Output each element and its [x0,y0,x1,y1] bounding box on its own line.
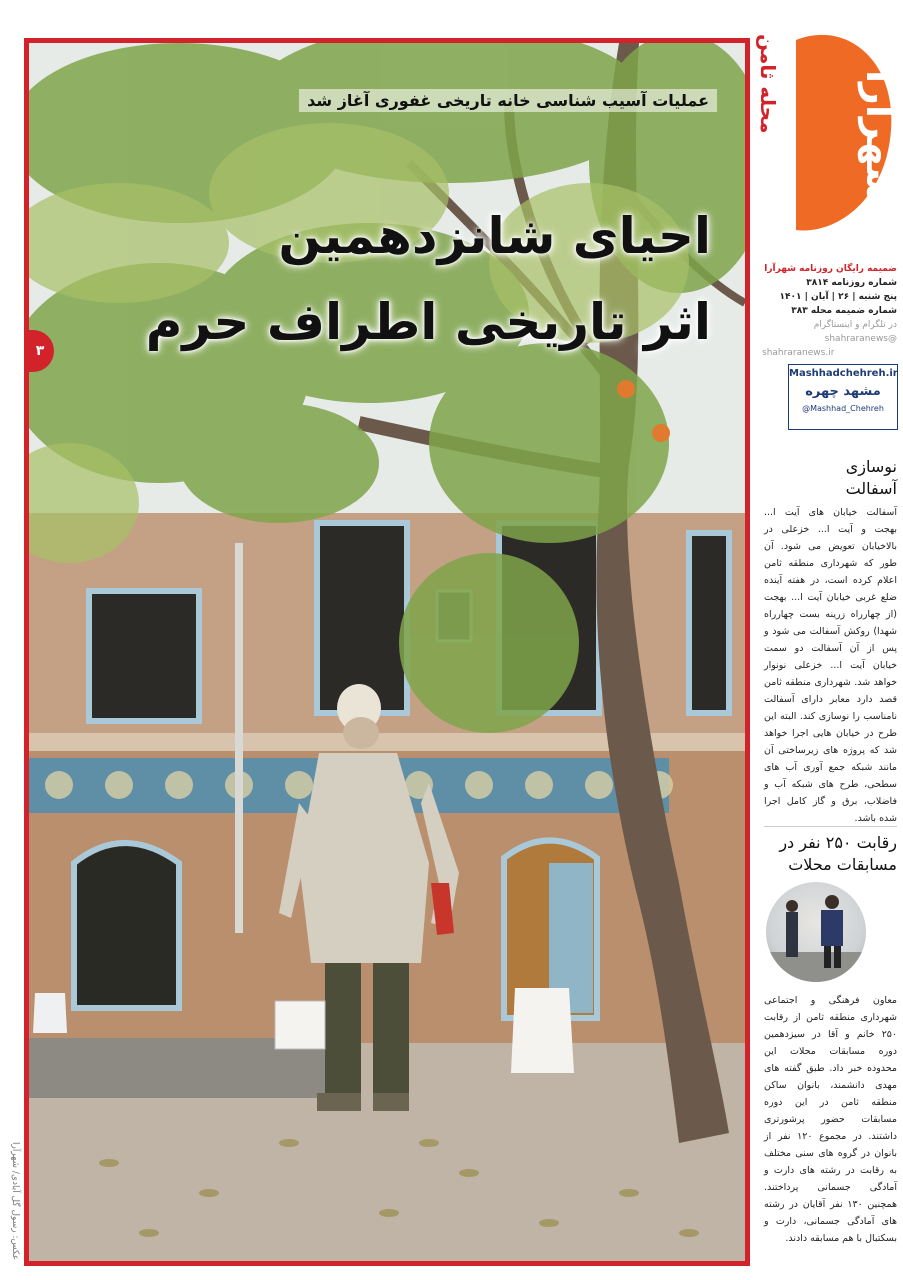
headline-line-2: اثر تاریخی اطراف حرم [145,293,711,351]
article2-title [762,832,897,876]
article2-body: معاون فرهنگی و اجتماعی شهرداری منطقه ثامن از رقابت ۲۵۰ خانم و آقا در سیزدهمین دوره مسابقات محلات این محدوده خبر داد. طبق گفته های مهدی دانشمند، بانوان ساکن منطقه ثامن در این دوره مسابقات حضور پرشورتری داشتند. در مجموع ۱۲۰ نفر از بانوان در گروه های سنی مختلف به رقابت در رشته های دارت و آمادگی جسمانی پرداختند. همچنین ۱۳۰ نفر آقایان در رشته های آمادگی جسمانی، دارت و بسکتبال با هم مسابقه دادند. [764,995,897,1244]
headline-line-1: احیای شانزدهمین [278,207,711,265]
article-divider [764,826,897,827]
site-box-url[interactable]: Mashhadchehreh.ir [789,368,898,379]
masthead-line-5: در تلگرام و اینستاگرام @shahraranews [813,320,897,344]
masthead-line-3: پنج شنبه | ۲۶ | آبان | ۱۴۰۱ [779,292,897,302]
article1-body: آسفالت خیابان های آیت ا... بهجت و آیت ا... خزعلی در بالاخیابان تعویض می شود. آن طور که شهرداری منطقه ثامن اعلام کرده است، در هفته آینده ضلع غربی خیابان آیت ا... بهجت (از چهارراه زرینه بست چهارراه شهدا) روکش آسفالت می شود و پس از آن آسفالت دو سمت خیابان آیت ا... خزعلی نونوار خواهد شد. شهرداری منطقه ثامن قصد دارد معابر دارای آسفالت نامناسب را نوسازی کند. البته این طرح در خیابان هایی اجرا خواهد شد که پروژه های زیرساختی آن مانند شبکه جمع آوری آب های سطحی، طرح های شبکه آب و فاضلاب، برق و گاز کامل اجرا شده باشد. [764,507,897,824]
article2-title-line-1: رقابت ۲۵۰ نفر در [779,833,897,852]
logo-side-text: محله ثامن [756,34,780,134]
competition-illustration [766,882,866,982]
logo-main-text: شهرآرا [858,70,902,205]
masthead-line-2: شماره روزنامه ۳۸۱۴ [806,278,897,288]
cover-subtitle: عملیات آسیب شناسی خانه تاریخی غفوری آغاز شد [299,89,717,112]
photo-credit: عکس: رسول گل آبادی/ شهرآرا [10,1141,20,1260]
article1-title-line-1: نوسازی [845,457,897,476]
site-box-brand: مشهد چهره [805,384,881,399]
masthead-website[interactable]: shahraranews.ir [762,348,835,358]
masthead-info [762,262,897,360]
site-box-handle[interactable]: @Mashhad_Chehreh [802,404,884,413]
masthead-line-4: شماره ضمیمه محله ۳۸۳ [791,306,897,316]
cover-headline [91,193,711,365]
cover-photo [24,38,750,1266]
article1-title [762,456,897,500]
page-number-badge: ۳ [26,330,54,372]
sidebar [756,0,903,1280]
newspaper-logo [756,20,901,260]
article1-title-line-2: آسفالت [845,479,897,498]
competition-photo [766,882,866,982]
masthead-line-1: ضمیمه رایگان روزنامه شهرآرا [764,264,897,274]
article2-title-line-2: مسابقات محلات [788,855,897,874]
mashhad-chehreh-box[interactable] [788,364,898,430]
